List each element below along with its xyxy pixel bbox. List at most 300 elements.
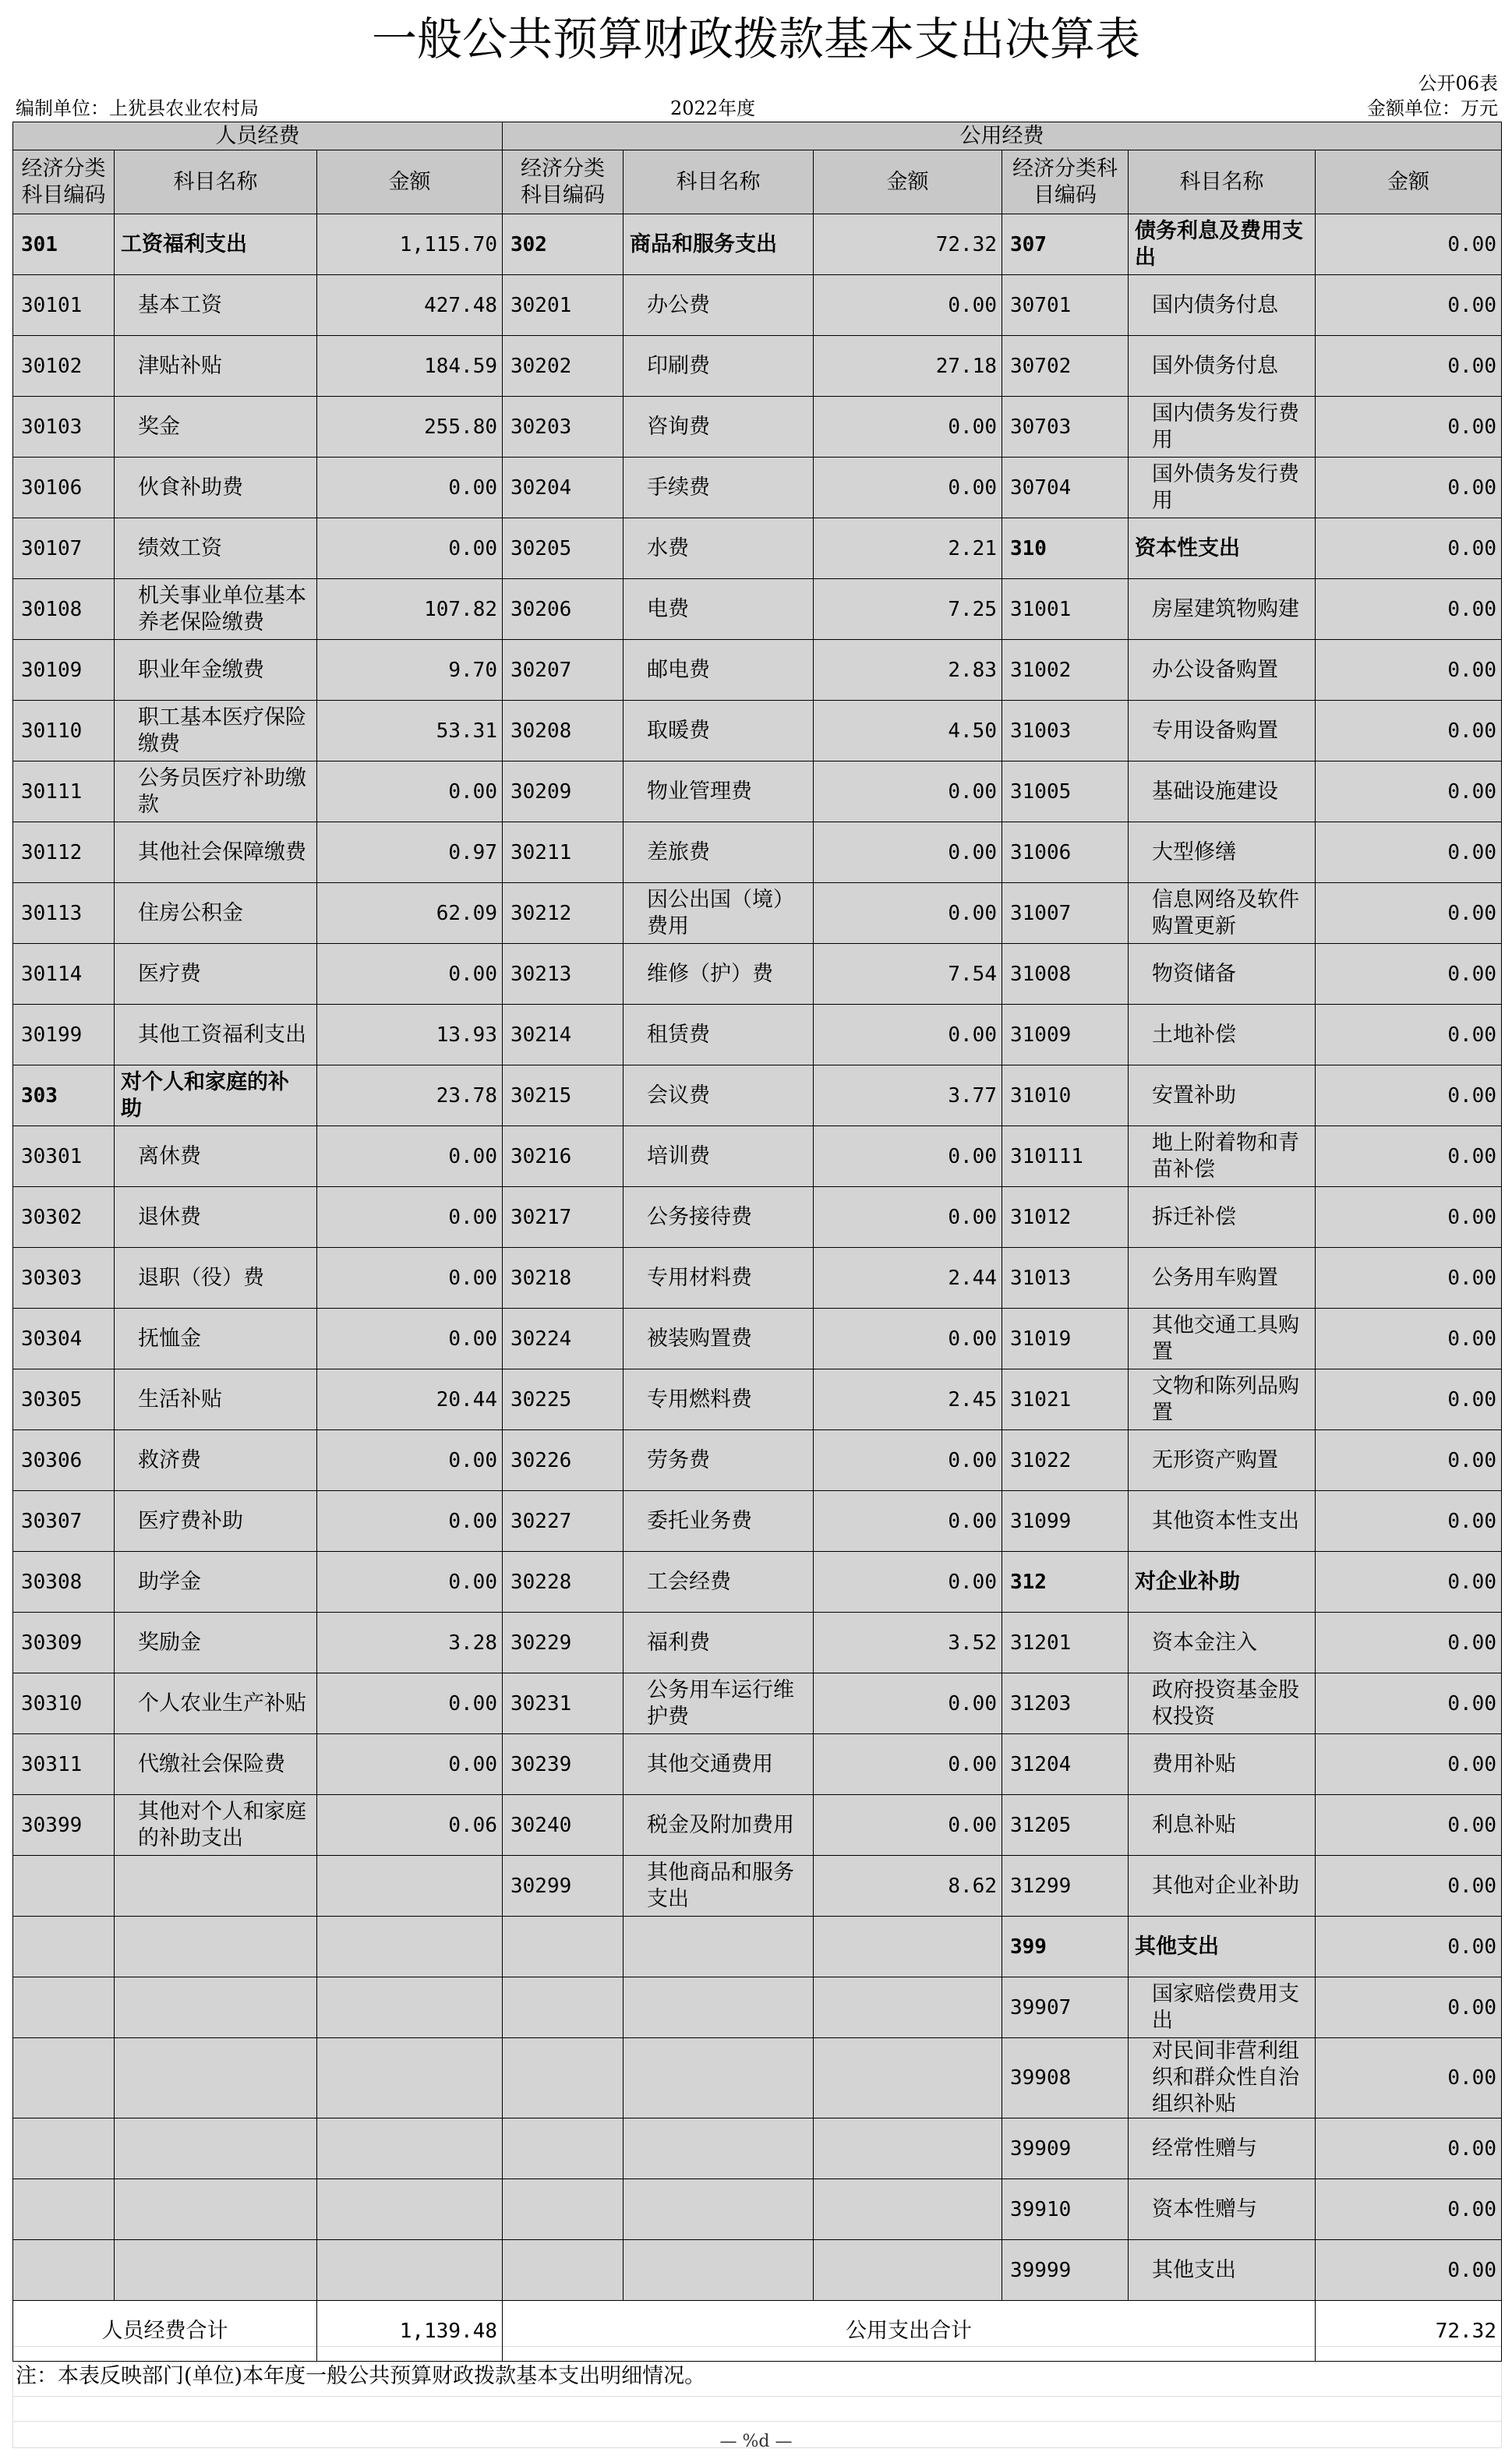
- item-name-cell: 债务利息及费用支出: [1129, 214, 1316, 275]
- item-name-cell: 医疗费: [115, 944, 317, 1005]
- amount-cell: 0.00: [1316, 2240, 1502, 2301]
- table-row: [13, 458, 1502, 518]
- amount-cell: 0.00: [317, 1491, 503, 1552]
- item-name-cell: 其他对企业补助: [1129, 1856, 1316, 1917]
- amount-cell: [317, 2118, 503, 2179]
- amount-cell: 0.00: [1316, 1065, 1502, 1126]
- item-name-cell: 其他社会保障缴费: [115, 822, 317, 883]
- item-name-cell: [115, 1917, 317, 1977]
- item-name-cell: 机关事业单位基本养老保险缴费: [115, 579, 317, 640]
- code-cell: 30202: [503, 336, 624, 397]
- code-cell: 30303: [13, 1248, 115, 1309]
- amount-cell: 0.00: [1316, 1856, 1502, 1917]
- code-cell: 30215: [503, 1065, 624, 1126]
- amount-cell: 9.70: [317, 640, 503, 701]
- code-cell: 30229: [503, 1613, 624, 1673]
- personnel-total-amount: 1,139.48: [317, 2301, 503, 2362]
- amount-cell: 0.00: [1316, 579, 1502, 640]
- item-name-cell: [115, 1977, 317, 2038]
- table-row: [13, 1917, 1502, 1977]
- amount-cell: 0.00: [814, 1552, 1002, 1613]
- table-row: [13, 1977, 1502, 2038]
- table-row: [13, 1734, 1502, 1795]
- amount-cell: 3.28: [317, 1613, 503, 1673]
- amount-cell: 0.00: [1316, 2118, 1502, 2179]
- item-name-cell: 助学金: [115, 1552, 317, 1613]
- table-row: [13, 1187, 1502, 1248]
- code-cell: 30103: [13, 397, 115, 458]
- code-cell: 30308: [13, 1552, 115, 1613]
- item-name-cell: 租赁费: [624, 1005, 814, 1065]
- item-name-cell: 国内债务付息: [1129, 275, 1316, 336]
- amount-cell: 0.00: [1316, 944, 1502, 1005]
- code-cell: [503, 1917, 624, 1977]
- amount-cell: 0.00: [317, 1187, 503, 1248]
- amount-cell: 0.00: [317, 1248, 503, 1309]
- code-cell: 31002: [1002, 640, 1129, 701]
- code-cell: 30399: [13, 1795, 115, 1856]
- item-name-cell: 资本金注入: [1129, 1613, 1316, 1673]
- amount-cell: 0.00: [814, 1795, 1002, 1856]
- item-name-cell: 个人农业生产补贴: [115, 1673, 317, 1734]
- item-name-cell: 伙食补助费: [115, 458, 317, 518]
- amount-cell: [317, 2038, 503, 2118]
- code-cell: 30207: [503, 640, 624, 701]
- code-cell: 399: [1002, 1917, 1129, 1977]
- table-row: [13, 518, 1502, 579]
- code-cell: 30106: [13, 458, 115, 518]
- amount-header: 金额: [317, 150, 503, 214]
- item-name-cell: 信息网络及软件购置更新: [1129, 883, 1316, 944]
- amount-cell: 0.00: [1316, 2038, 1502, 2118]
- item-name-cell: 物资储备: [1129, 944, 1316, 1005]
- item-name-cell: 国外债务付息: [1129, 336, 1316, 397]
- amount-cell: 0.00: [814, 275, 1002, 336]
- item-name-cell: 印刷费: [624, 336, 814, 397]
- amount-header: 金额: [814, 150, 1002, 214]
- code-cell: 30110: [13, 701, 115, 762]
- item-name-cell: 工会经费: [624, 1552, 814, 1613]
- table-note: 注：本表反映部门(单位)本年度一般公共预算财政拨款基本支出明细情况。: [16, 2364, 706, 2388]
- item-name-cell: 经常性赠与: [1129, 2118, 1316, 2179]
- code-cell: 30228: [503, 1552, 624, 1613]
- amount-cell: [814, 2240, 1002, 2301]
- amount-cell: 0.00: [317, 1552, 503, 1613]
- item-name-cell: 税金及附加费用: [624, 1795, 814, 1856]
- amount-cell: 0.00: [1316, 336, 1502, 397]
- item-name-cell: 办公设备购置: [1129, 640, 1316, 701]
- code-cell: [13, 1977, 115, 2038]
- code-cell: [13, 2240, 115, 2301]
- item-name-cell: 拆迁补偿: [1129, 1187, 1316, 1248]
- code-cell: 30112: [13, 822, 115, 883]
- item-name-cell: 国家赔偿费用支出: [1129, 1977, 1316, 2038]
- code-cell: 30702: [1002, 336, 1129, 397]
- amount-cell: [814, 2179, 1002, 2240]
- code-cell: 31099: [1002, 1491, 1129, 1552]
- code-cell: 30102: [13, 336, 115, 397]
- amount-cell: [317, 1977, 503, 2038]
- code-cell: 31203: [1002, 1673, 1129, 1734]
- amount-cell: 0.00: [317, 458, 503, 518]
- code-cell: 30226: [503, 1430, 624, 1491]
- amount-cell: 0.00: [814, 1005, 1002, 1065]
- code-cell: 30240: [503, 1795, 624, 1856]
- code-cell: 31003: [1002, 701, 1129, 762]
- amount-cell: 427.48: [317, 275, 503, 336]
- table-row: [13, 1856, 1502, 1917]
- table-row: [13, 1491, 1502, 1552]
- item-name-cell: 大型修缮: [1129, 822, 1316, 883]
- amount-cell: 0.00: [1316, 1005, 1502, 1065]
- code-cell: 30114: [13, 944, 115, 1005]
- item-name-cell: 离休费: [115, 1126, 317, 1187]
- table-row: [13, 883, 1502, 944]
- item-name-cell: 专用材料费: [624, 1248, 814, 1309]
- item-name-cell: 电费: [624, 579, 814, 640]
- code-cell: [503, 1977, 624, 2038]
- item-name-cell: 安置补助: [1129, 1065, 1316, 1126]
- code-cell: 30305: [13, 1369, 115, 1430]
- item-name-cell: 代缴社会保险费: [115, 1734, 317, 1795]
- code-cell: [13, 2118, 115, 2179]
- amount-cell: 0.00: [1316, 1795, 1502, 1856]
- amount-cell: 0.00: [1316, 1369, 1502, 1430]
- amount-cell: 0.00: [814, 1187, 1002, 1248]
- item-name-cell: 邮电费: [624, 640, 814, 701]
- table-row: [13, 822, 1502, 883]
- amount-cell: 0.00: [317, 1430, 503, 1491]
- item-name-cell: [624, 1917, 814, 1977]
- code-cell: 30204: [503, 458, 624, 518]
- item-name-cell: 物业管理费: [624, 762, 814, 822]
- item-name-cell: 退休费: [115, 1187, 317, 1248]
- table-row: [13, 944, 1502, 1005]
- table-row: [13, 1430, 1502, 1491]
- amount-cell: 0.00: [814, 762, 1002, 822]
- item-name-cell: 救济费: [115, 1430, 317, 1491]
- table-row: [13, 1369, 1502, 1430]
- code-cell: 31013: [1002, 1248, 1129, 1309]
- public-total-label: 公用支出合计: [503, 2301, 1316, 2362]
- code-cell: 310: [1002, 518, 1129, 579]
- name-header: 科目名称: [115, 150, 317, 214]
- amount-cell: 0.00: [1316, 1309, 1502, 1369]
- item-name-cell: 会议费: [624, 1065, 814, 1126]
- code-header: 经济分类科目编码: [503, 150, 624, 214]
- amount-cell: [317, 1856, 503, 1917]
- amount-cell: 0.00: [317, 1126, 503, 1187]
- code-cell: 30111: [13, 762, 115, 822]
- code-cell: 30239: [503, 1734, 624, 1795]
- item-name-cell: 费用补贴: [1129, 1734, 1316, 1795]
- item-name-cell: 对企业补助: [1129, 1552, 1316, 1613]
- table-row: [13, 640, 1502, 701]
- amount-cell: 7.25: [814, 579, 1002, 640]
- amount-cell: 0.00: [1316, 214, 1502, 275]
- code-cell: 30113: [13, 883, 115, 944]
- amount-cell: 0.97: [317, 822, 503, 883]
- code-cell: 30216: [503, 1126, 624, 1187]
- code-cell: 30307: [13, 1491, 115, 1552]
- code-cell: [503, 2240, 624, 2301]
- item-name-cell: [115, 2038, 317, 2118]
- amount-cell: 0.00: [1316, 1917, 1502, 1977]
- item-name-cell: 津贴补贴: [115, 336, 317, 397]
- item-name-cell: 资本性赠与: [1129, 2179, 1316, 2240]
- item-name-cell: 奖励金: [115, 1613, 317, 1673]
- item-name-cell: 取暖费: [624, 701, 814, 762]
- amount-cell: 0.00: [814, 1309, 1002, 1369]
- item-name-cell: 维修（护）费: [624, 944, 814, 1005]
- code-cell: 30225: [503, 1369, 624, 1430]
- code-cell: 30208: [503, 701, 624, 762]
- code-cell: 31022: [1002, 1430, 1129, 1491]
- amount-cell: 0.00: [1316, 1734, 1502, 1795]
- item-name-cell: 绩效工资: [115, 518, 317, 579]
- item-name-cell: 其他支出: [1129, 1917, 1316, 1977]
- amount-cell: 62.09: [317, 883, 503, 944]
- code-cell: 31010: [1002, 1065, 1129, 1126]
- amount-cell: 72.32: [814, 214, 1002, 275]
- amount-cell: 53.31: [317, 701, 503, 762]
- item-name-cell: 手续费: [624, 458, 814, 518]
- expenditure-table: [12, 122, 1502, 2362]
- amount-cell: 0.00: [317, 944, 503, 1005]
- table-row: [13, 1552, 1502, 1613]
- item-name-cell: 差旅费: [624, 822, 814, 883]
- amount-cell: 184.59: [317, 336, 503, 397]
- amount-cell: 0.00: [1316, 640, 1502, 701]
- code-cell: 39908: [1002, 2038, 1129, 2118]
- code-cell: 31006: [1002, 822, 1129, 883]
- table-row: [13, 397, 1502, 458]
- code-cell: 30299: [503, 1856, 624, 1917]
- amount-cell: [317, 2240, 503, 2301]
- code-cell: 30227: [503, 1491, 624, 1552]
- amount-cell: 0.00: [1316, 458, 1502, 518]
- table-row: [13, 1005, 1502, 1065]
- item-name-cell: 劳务费: [624, 1430, 814, 1491]
- amount-cell: [814, 1917, 1002, 1977]
- code-cell: 30302: [13, 1187, 115, 1248]
- code-cell: 31201: [1002, 1613, 1129, 1673]
- code-cell: 30203: [503, 397, 624, 458]
- personnel-total-label: 人员经费合计: [13, 2301, 317, 2362]
- item-name-cell: 咨询费: [624, 397, 814, 458]
- amount-cell: 0.00: [1316, 2179, 1502, 2240]
- code-cell: 31008: [1002, 944, 1129, 1005]
- code-cell: 312: [1002, 1552, 1129, 1613]
- amount-cell: 13.93: [317, 1005, 503, 1065]
- page-title: 一般公共预算财政拨款基本支出决算表: [371, 12, 1140, 65]
- item-name-cell: [115, 2240, 317, 2301]
- item-name-cell: 公务用车运行维护费: [624, 1673, 814, 1734]
- item-name-cell: 福利费: [624, 1613, 814, 1673]
- code-cell: 31204: [1002, 1734, 1129, 1795]
- item-name-cell: 培训费: [624, 1126, 814, 1187]
- code-cell: 30213: [503, 944, 624, 1005]
- amount-cell: 255.80: [317, 397, 503, 458]
- code-cell: [503, 2118, 624, 2179]
- item-name-cell: [115, 2179, 317, 2240]
- code-cell: 31007: [1002, 883, 1129, 944]
- amount-cell: 2.45: [814, 1369, 1002, 1430]
- amount-cell: 0.00: [317, 1734, 503, 1795]
- amount-cell: 23.78: [317, 1065, 503, 1126]
- amount-cell: 0.00: [814, 1126, 1002, 1187]
- item-name-cell: [624, 2240, 814, 2301]
- code-cell: [503, 2179, 624, 2240]
- code-cell: 30304: [13, 1309, 115, 1369]
- item-name-cell: 奖金: [115, 397, 317, 458]
- item-name-cell: 公务接待费: [624, 1187, 814, 1248]
- amount-cell: [814, 2038, 1002, 2118]
- amount-cell: 2.83: [814, 640, 1002, 701]
- name-header: 科目名称: [1129, 150, 1316, 214]
- table-number: 公开06表: [1418, 72, 1498, 94]
- item-name-cell: 抚恤金: [115, 1309, 317, 1369]
- money-unit: 金额单位：万元: [1367, 97, 1498, 119]
- code-cell: 31021: [1002, 1369, 1129, 1430]
- amount-cell: [814, 2118, 1002, 2179]
- item-name-cell: 土地补偿: [1129, 1005, 1316, 1065]
- item-name-cell: 专用燃料费: [624, 1369, 814, 1430]
- code-cell: 30311: [13, 1734, 115, 1795]
- amount-cell: 0.00: [1316, 1552, 1502, 1613]
- code-cell: 30201: [503, 275, 624, 336]
- item-name-cell: [624, 2038, 814, 2118]
- amount-cell: 2.44: [814, 1248, 1002, 1309]
- item-name-cell: 委托业务费: [624, 1491, 814, 1552]
- amount-cell: 0.00: [1316, 1673, 1502, 1734]
- code-cell: 31009: [1002, 1005, 1129, 1065]
- table-row: [13, 1065, 1502, 1126]
- table-row: [13, 336, 1502, 397]
- amount-cell: 4.50: [814, 701, 1002, 762]
- amount-cell: 0.00: [1316, 762, 1502, 822]
- code-header: 经济分类科目编码: [13, 150, 115, 214]
- table-row: [13, 2240, 1502, 2301]
- code-cell: 30214: [503, 1005, 624, 1065]
- code-cell: 30109: [13, 640, 115, 701]
- amount-cell: 0.00: [814, 883, 1002, 944]
- amount-cell: 0.00: [1316, 1430, 1502, 1491]
- amount-cell: 0.00: [317, 1673, 503, 1734]
- item-name-cell: 职工基本医疗保险缴费: [115, 701, 317, 762]
- item-name-cell: 其他对个人和家庭的补助支出: [115, 1795, 317, 1856]
- item-name-cell: 医疗费补助: [115, 1491, 317, 1552]
- compiling-unit: 编制单位：上犹县农业农村局: [16, 97, 259, 119]
- code-cell: 30224: [503, 1309, 624, 1369]
- page-number: — %d —: [719, 2432, 793, 2451]
- amount-cell: 0.00: [814, 1673, 1002, 1734]
- amount-cell: 3.52: [814, 1613, 1002, 1673]
- item-name-cell: [115, 2118, 317, 2179]
- code-cell: 30703: [1002, 397, 1129, 458]
- table-row: [13, 701, 1502, 762]
- item-name-cell: 资本性支出: [1129, 518, 1316, 579]
- amount-cell: 0.00: [814, 458, 1002, 518]
- amount-cell: 0.00: [1316, 1977, 1502, 2038]
- amount-cell: 0.00: [317, 762, 503, 822]
- item-name-cell: 政府投资基金股权投资: [1129, 1673, 1316, 1734]
- code-cell: 39999: [1002, 2240, 1129, 2301]
- amount-cell: 0.06: [317, 1795, 503, 1856]
- item-name-cell: 其他交通费用: [624, 1734, 814, 1795]
- item-name-cell: 公务员医疗补助缴款: [115, 762, 317, 822]
- item-name-cell: 被装购置费: [624, 1309, 814, 1369]
- code-cell: 30704: [1002, 458, 1129, 518]
- code-cell: 30217: [503, 1187, 624, 1248]
- item-name-cell: [624, 2179, 814, 2240]
- item-name-cell: 其他工资福利支出: [115, 1005, 317, 1065]
- code-cell: [13, 2179, 115, 2240]
- code-cell: 30212: [503, 883, 624, 944]
- amount-cell: 2.21: [814, 518, 1002, 579]
- item-name-cell: 其他交通工具购置: [1129, 1309, 1316, 1369]
- code-cell: 39909: [1002, 2118, 1129, 2179]
- code-cell: 39910: [1002, 2179, 1129, 2240]
- amount-cell: 27.18: [814, 336, 1002, 397]
- code-cell: 30306: [13, 1430, 115, 1491]
- code-header: 经济分类科目编码: [1002, 150, 1129, 214]
- table-row: [13, 1248, 1502, 1309]
- amount-cell: 0.00: [814, 822, 1002, 883]
- amount-cell: 0.00: [1316, 1126, 1502, 1187]
- item-name-cell: 利息补贴: [1129, 1795, 1316, 1856]
- item-name-cell: 其他支出: [1129, 2240, 1316, 2301]
- item-name-cell: 因公出国（境）费用: [624, 883, 814, 944]
- amount-cell: 0.00: [1316, 883, 1502, 944]
- fiscal-year: 2022年度: [670, 97, 756, 119]
- code-cell: 31299: [1002, 1856, 1129, 1917]
- amount-cell: 7.54: [814, 944, 1002, 1005]
- code-cell: 30205: [503, 518, 624, 579]
- item-name-cell: [115, 1856, 317, 1917]
- table-row: [13, 1673, 1502, 1734]
- item-name-cell: 无形资产购置: [1129, 1430, 1316, 1491]
- code-cell: 301: [13, 214, 115, 275]
- item-name-cell: 房屋建筑物购建: [1129, 579, 1316, 640]
- table-row: [13, 2179, 1502, 2240]
- item-name-cell: 文物和陈列品购置: [1129, 1369, 1316, 1430]
- amount-cell: 0.00: [1316, 822, 1502, 883]
- personnel-group-header: 人员经费: [13, 122, 503, 150]
- amount-cell: 0.00: [1316, 518, 1502, 579]
- code-cell: [503, 2038, 624, 2118]
- amount-cell: 0.00: [317, 518, 503, 579]
- table-row: [13, 2038, 1502, 2118]
- amount-cell: 0.00: [814, 397, 1002, 458]
- item-name-cell: 对个人和家庭的补助: [115, 1065, 317, 1126]
- amount-cell: 0.00: [317, 1309, 503, 1369]
- code-cell: 30107: [13, 518, 115, 579]
- code-cell: [13, 1856, 115, 1917]
- amount-cell: 0.00: [814, 1430, 1002, 1491]
- code-cell: 302: [503, 214, 624, 275]
- amount-cell: 0.00: [1316, 275, 1502, 336]
- code-cell: 30309: [13, 1613, 115, 1673]
- amount-header: 金额: [1316, 150, 1502, 214]
- amount-cell: 0.00: [1316, 1187, 1502, 1248]
- table-row: [13, 1309, 1502, 1369]
- amount-cell: 3.77: [814, 1065, 1002, 1126]
- code-cell: [13, 2038, 115, 2118]
- amount-cell: 0.00: [1316, 397, 1502, 458]
- code-cell: 30108: [13, 579, 115, 640]
- amount-cell: 0.00: [1316, 1248, 1502, 1309]
